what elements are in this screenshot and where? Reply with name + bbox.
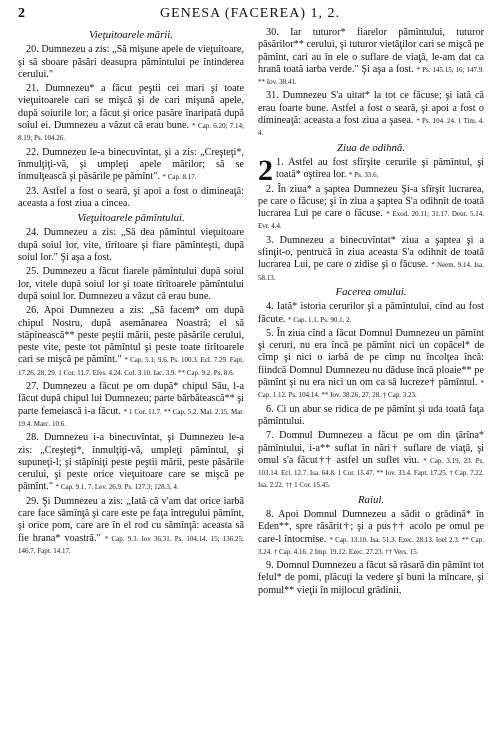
- verse-text: 8. Apoi Domnul Dumnezeu a sădit o grădină* în Eden**, spre răsărit†; şi a pus†† acolo pe omul pe care-l întocmise.: [258, 508, 484, 545]
- cross-reference: * Cap. 6.20; 7.14; 8.19; Ps. 104.26.: [18, 122, 244, 143]
- cross-reference: * Cap. 5.1; 9.6. Ps. 100.3. Ecl. 7.29. Fapt. 17.26, 28, 29. 1 Cor. 11.7. Efes. 4.24. Col. 3.10. Iac. 3.9. ** Cap. 9.2. Ps. 8.6.: [18, 356, 244, 377]
- verse: [18, 305, 244, 379]
- verse: [18, 147, 244, 184]
- chapter-number: 2: [258, 153, 273, 187]
- cross-reference: * Neem. 9.14. Isa. 58.13.: [258, 261, 484, 282]
- verse-text: 28. Dumnezeu i-a binecuvîntat, şi Dumnezeu le-a zis: „Creşteţi*, înmulţiţi-vă, umpleţi pămîntul, şi supuneţi-l; şi stăpîniţi peste peştii mării, peste păsările cerului, şi peste orice vieţuitoare care se mişcă pe pămînt.": [18, 432, 244, 493]
- verse-text: 27. Dumnezeu a făcut pe om după* chipul Său, l-a făcut după chipul lui Dumnezeu; parte bărbătească** şi parte femeiască i-a făcut.: [18, 381, 245, 417]
- verse-text: 3. Dumnezeu a binecuvîntat* ziua a şaptea şi a sfinţit-o, pentrucă în ziua aceasta S'a odihnit de toată lucrarea Lui, pe care o zidise şi o făcuse.: [258, 234, 484, 271]
- verse: [18, 381, 244, 430]
- verse: [18, 44, 244, 81]
- cross-reference: * Cap. 3.19, 23. Ps. 103.14. Ecl. 12.7. Isa. 64.8. 1 Cor. 15.47. ** Iov. 33.4. Fapt. 17.25. † Cap. 7.22. Isa. 2.22. †† 1 Cor. 15.45.: [258, 456, 484, 490]
- verse-text: 9. Domnul Dumnezeu a făcut să răsară din pămînt tot felul* de pomi, plăcuţi la vedere şi buni la mîncare, şi pomul** vieţii în mijlocul grădinii,: [258, 560, 484, 596]
- cross-reference: * Ps. 104. 24. 1 Tim. 4. 4.: [258, 117, 484, 138]
- cross-reference: * Cap. 1.1. Ps. 90.1, 2.: [287, 315, 352, 324]
- right-column: [258, 27, 484, 599]
- verse: [18, 432, 244, 493]
- section-heading: Vieţuitoarele mării.: [89, 29, 173, 41]
- verse: [18, 227, 244, 264]
- cross-reference: * Ps. 33.6.: [349, 171, 379, 180]
- verse-text: 30. Iar tuturor* fiarelor pămîntului, tuturor păsărilor** cerului, şi tuturor vietăţilor cari se mişcă pe pămînt, cari au în ele o suflare de viaţă, le-am dat ca hrană toată iarba verde." Şi aşa a fost.: [258, 27, 484, 75]
- verse: [258, 90, 484, 139]
- verse: [258, 301, 484, 326]
- verse: [258, 153, 484, 187]
- verse-text: 29. Şi Dumnezeu a zis: „Iată că v'am dat orice iarbă care face sămînţă şi care este pe faţa întregului pămînt, şi orice pom, care are în el rod cu sămînţă: aceasta să fie hrana* voastră.": [18, 495, 244, 544]
- cross-reference: * 1 Cor. 11.7. ** Cap. 5.2. Mal. 2.15. Mat. 19.4. Marc. 10.6.: [18, 407, 244, 428]
- verse-text: 5. În ziua cînd a făcut Domnul Dumnezeu un pămînt şi ceruri, nu era încă pe pămînt nici un copăcel* de cîmp şi nici o iarbă de pe cîmp nu încolţea încă: fiindcă Domnul Dumnezeu nu dăduse încă ploaie** pe pămînt şi nu era nici un om ca să lucreze† pămîntul.: [258, 327, 484, 389]
- verse: [258, 404, 484, 429]
- verse: [258, 560, 484, 597]
- cross-reference: * Cap. 9.1, 7. Lev. 26.9. Ps. 127.3; 128.3, 4.: [55, 483, 179, 492]
- verse: [258, 430, 484, 491]
- verse: [258, 509, 484, 558]
- cross-reference: * Cap. 8.17.: [162, 173, 197, 182]
- verse-text: 25. Dumnezeu a făcut fiarele pămîntului după soiul lor, vitele după soiul lor şi toate tîrîtoarele pămîntului după soiul lor. Dumnezeu a văzut că erau bune.: [18, 266, 244, 302]
- verse: [18, 83, 244, 144]
- section-heading: Vieţuitoarele pămîntului.: [77, 212, 185, 225]
- verse-text: 20. Dumnezeu a zis: „Să mişune apele de vieţuitoare, şi să sboare păsări deasupra pămîntului pe întinderea cerului.": [18, 44, 244, 80]
- verse-text: 31. Dumnezeu S'a uitat* la tot ce făcuse; şi iată că erau foarte bune. Astfel a fost o seară, şi apoi a fost o dimineaţă: aceasta a fost ziua a şasea.: [258, 90, 484, 127]
- verse-text: 1. Astfel au fost sfîrşite cerurile şi pămîntul, şi toată* oştirea lor.: [276, 156, 484, 181]
- cross-reference: * Ps. 145.15, 16; 147.9. ** Iov. 38.41.: [258, 65, 485, 87]
- verse-text: 4. Iată* istoria cerurilor şi a pămîntului, cînd au fost făcute.: [258, 301, 484, 325]
- page-title: GENESA (FACEREA) 1, 2.: [159, 6, 341, 21]
- cross-reference: * Cap. 13.10. Isa. 51.3. Ezec. 28.13. Ioel 2.3. ** Cap. 3.24. † Cap. 4.16. 2 Imp. 19.12. Ezec. 27.23. †† Vers. 15.: [258, 535, 484, 556]
- cross-reference: * Cap. 9.3. Iov 36.31. Ps. 104.14, 15; 136.25; 146.7. Fapt. 14.17.: [18, 534, 244, 555]
- section-heading: Raiul.: [357, 493, 385, 506]
- verse-text: 21. Dumnezeu* a făcut peştii cei mari şi toate vieţuitoarele cari se mişcă şi de cari mişună apele, după soiurile lor; a făcut şi orice pasăre înaripată după soiul ei. Dumnezeu a văzut că erau bune.: [18, 83, 244, 132]
- left-column: [18, 27, 244, 559]
- verse: [18, 186, 244, 211]
- cross-reference: * Cap. 1.12. Ps. 104.14. ** Iov. 38.26, 27, 28. † Cap. 3.23.: [258, 379, 484, 400]
- section-heading: Ziua de odihnă.: [336, 141, 406, 154]
- verse-text: 26. Apoi Dumnezeu a zis: „Să facem* om după chipul Nostru, după asemănarea Noastră; el să stăpînească** peste peştii mării, peste păsările cerului, peste vite, peste tot pămîntul şi peste toate tîrîtoarele cari se mişcă pe pămînt.": [18, 305, 244, 366]
- page-header: [18, 6, 482, 24]
- cross-reference: * Exod. 20.11; 31.17. Deut. 5.14. Evr. 4.4.: [258, 210, 484, 231]
- verse: [258, 184, 484, 233]
- verse: [258, 328, 484, 402]
- verse-text: 22. Dumnezeu le-a binecuvîntat, şi a zis: „Creşteţi*, înmulţiţi-vă, şi umpleţi apele mărilor; să se înmulţească şi păsările pe pămînt".: [18, 146, 244, 183]
- verse-text: 2. În ziua* a şaptea Dumnezeu Şi-a sfîrşit lucrarea, pe care o făcuse; şi în ziua a şaptea S'a odihnit de toată lucrarea Lui pe care o făcuse.: [258, 183, 484, 220]
- page-number: 2: [18, 6, 25, 21]
- verse: [258, 27, 484, 88]
- verse: [18, 266, 244, 303]
- verse-text: 7. Domnul Dumnezeu a făcut pe om din ţărîna* pămîntului, i-a** suflat în nări† suflare de viaţă, şi omul s'a făcut†† astfel un suflet viu.: [258, 430, 484, 466]
- verse-text: 6. Ci un abur se ridica de pe pămînt şi uda toată faţa pămîntului.: [258, 403, 484, 427]
- verse: [18, 496, 244, 557]
- verse: [258, 235, 484, 284]
- verse-text: 23. Astfel a fost o seară, şi apoi a fost o dimineaţă: aceasta a fost ziua a cincea.: [18, 185, 244, 209]
- section-heading: Facerea omului.: [335, 285, 407, 298]
- verse-text: 24. Dumnezeu a zis: „Să dea pămîntul vieţuitoare după soiul lor, vite, tîrîtoare şi fiare pămînteşti, după soiul lor." Şi aşa a fost.: [18, 227, 244, 264]
